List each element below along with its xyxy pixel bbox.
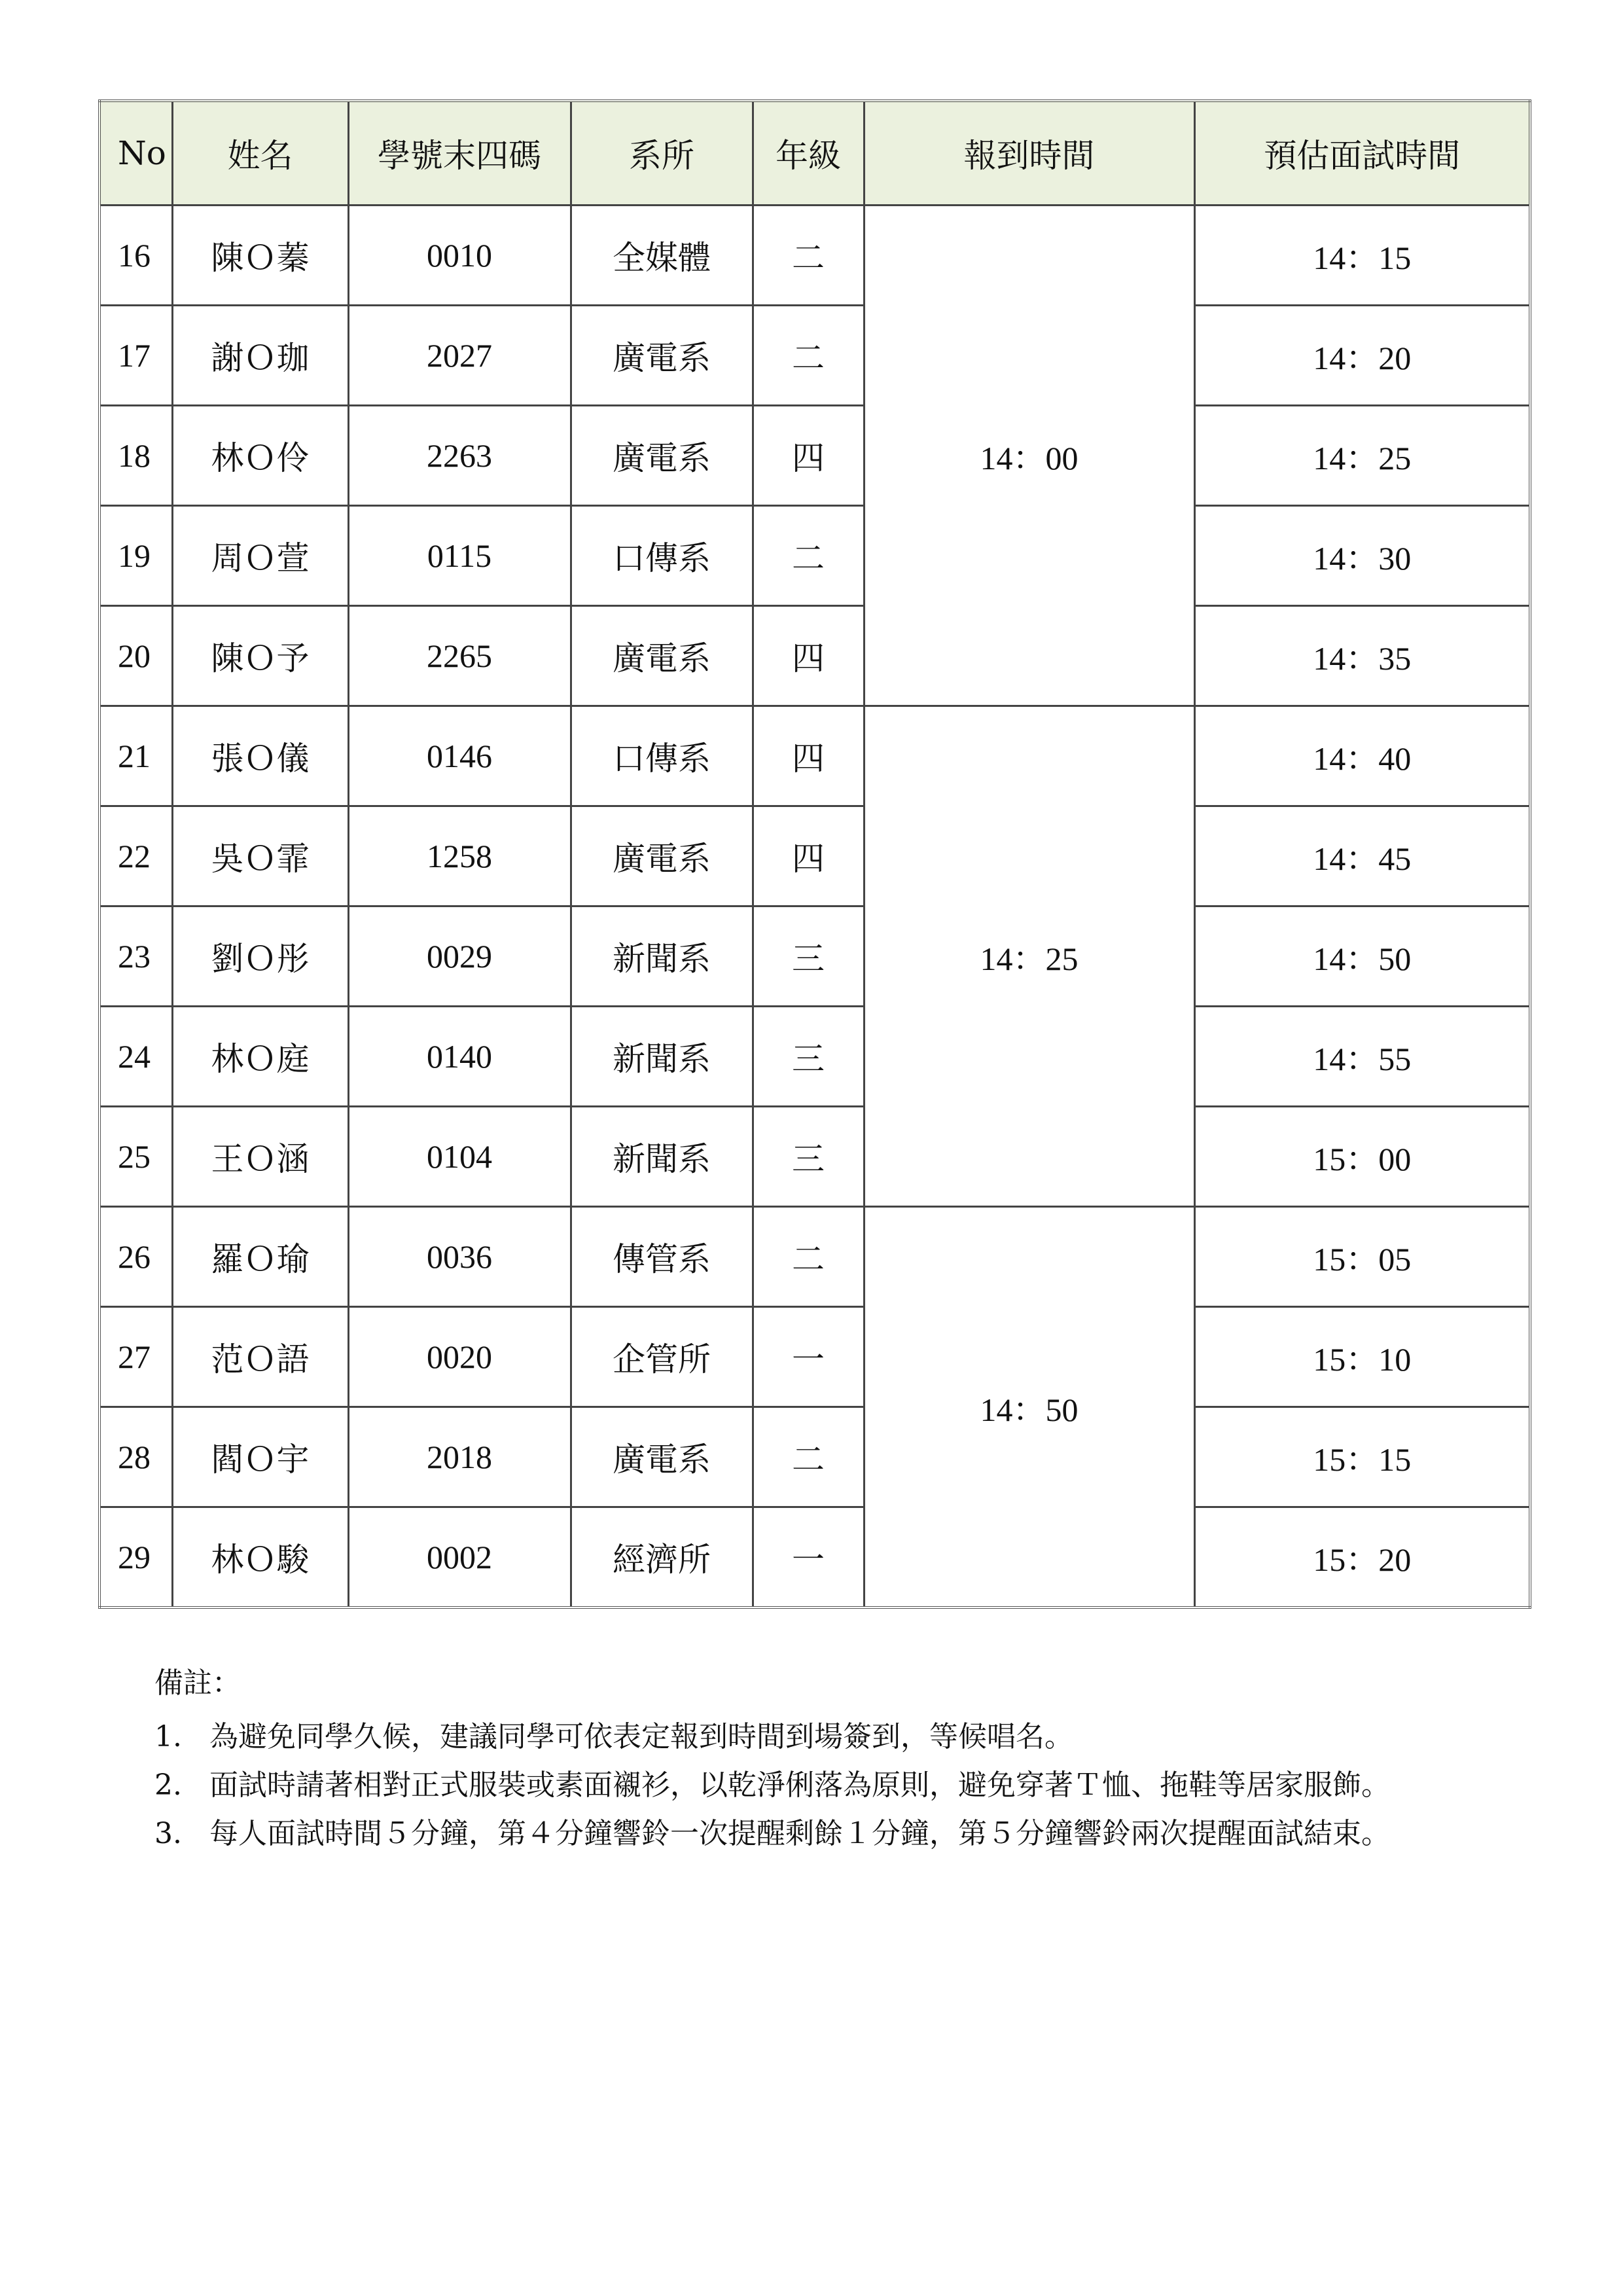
row-grade: 三 xyxy=(753,1007,864,1107)
row-no: 21 xyxy=(99,706,172,806)
row-department: 廣電系 xyxy=(571,806,753,906)
row-name: 周Ｏ萱 xyxy=(172,506,348,606)
table-header-row xyxy=(99,101,1530,206)
row-department: 廣電系 xyxy=(571,406,753,506)
table-row xyxy=(99,906,1530,1007)
header-name: 姓名 xyxy=(172,101,348,206)
note-item xyxy=(154,1761,1516,1810)
row-grade: 四 xyxy=(753,706,864,806)
row-name: 劉Ｏ彤 xyxy=(172,906,348,1007)
row-name: 謝Ｏ珈 xyxy=(172,306,348,406)
row-department: 新聞系 xyxy=(571,1107,753,1207)
header-department: 系所 xyxy=(571,101,753,206)
row-grade: 二 xyxy=(753,206,864,306)
row-no: 18 xyxy=(99,406,172,506)
row-student-id: 0140 xyxy=(348,1007,571,1107)
table-row xyxy=(99,1207,1530,1307)
row-name: 張Ｏ儀 xyxy=(172,706,348,806)
row-name: 林Ｏ庭 xyxy=(172,1007,348,1107)
row-grade: 四 xyxy=(753,806,864,906)
row-grade: 二 xyxy=(753,1207,864,1307)
note-text: 為避免同學久候，建議同學可依表定報到時間到場簽到，等候唱名。 xyxy=(209,1720,1073,1753)
checkin-time-group: 14：50 xyxy=(864,1207,1194,1608)
row-name: 王Ｏ涵 xyxy=(172,1107,348,1207)
row-no: 22 xyxy=(99,806,172,906)
table-row xyxy=(99,1407,1530,1507)
row-no: 19 xyxy=(99,506,172,606)
table-row xyxy=(99,1007,1530,1107)
row-interview-time: 15：15 xyxy=(1194,1407,1530,1507)
row-department: 經濟所 xyxy=(571,1507,753,1608)
row-grade: 四 xyxy=(753,406,864,506)
schedule-table xyxy=(98,99,1531,1609)
row-department: 口傳系 xyxy=(571,506,753,606)
checkin-time-group: 14：25 xyxy=(864,706,1194,1207)
row-interview-time: 15：10 xyxy=(1194,1307,1530,1407)
row-department: 口傳系 xyxy=(571,706,753,806)
row-no: 17 xyxy=(99,306,172,406)
notes-title: 備註： xyxy=(154,1666,241,1700)
row-student-id: 0146 xyxy=(348,706,571,806)
note-text: 面試時請著相對正式服裝或素面襯衫，以乾淨俐落為原則，避免穿著Ｔ恤、拖鞋等居家服飾。 xyxy=(209,1768,1390,1802)
row-grade: 四 xyxy=(753,606,864,706)
row-student-id: 1258 xyxy=(348,806,571,906)
row-interview-time: 14：55 xyxy=(1194,1007,1530,1107)
table-row xyxy=(99,306,1530,406)
row-department: 新聞系 xyxy=(571,1007,753,1107)
row-department: 企管所 xyxy=(571,1307,753,1407)
row-grade: 一 xyxy=(753,1507,864,1608)
row-student-id: 0115 xyxy=(348,506,571,606)
table-row xyxy=(99,206,1530,306)
row-interview-time: 14：20 xyxy=(1194,306,1530,406)
row-student-id: 2263 xyxy=(348,406,571,506)
row-no: 28 xyxy=(99,1407,172,1507)
table-row xyxy=(99,606,1530,706)
row-interview-time: 14：25 xyxy=(1194,406,1530,506)
note-number: 2. xyxy=(154,1768,182,1802)
row-student-id: 2027 xyxy=(348,306,571,406)
table-row xyxy=(99,506,1530,606)
table-row xyxy=(99,1307,1530,1407)
row-name: 陳Ｏ蓁 xyxy=(172,206,348,306)
row-grade: 三 xyxy=(753,906,864,1007)
row-no: 29 xyxy=(99,1507,172,1608)
row-interview-time: 14：40 xyxy=(1194,706,1530,806)
row-grade: 二 xyxy=(753,506,864,606)
row-no: 23 xyxy=(99,906,172,1007)
row-no: 26 xyxy=(99,1207,172,1307)
row-department: 傳管系 xyxy=(571,1207,753,1307)
row-name: 范Ｏ語 xyxy=(172,1307,348,1407)
row-student-id: 0104 xyxy=(348,1107,571,1207)
header-checkin-time: 報到時間 xyxy=(864,101,1194,206)
row-interview-time: 14：50 xyxy=(1194,906,1530,1007)
row-interview-time: 14：30 xyxy=(1194,506,1530,606)
row-student-id: 0002 xyxy=(348,1507,571,1608)
row-name: 林Ｏ駿 xyxy=(172,1507,348,1608)
row-no: 25 xyxy=(99,1107,172,1207)
row-no: 27 xyxy=(99,1307,172,1407)
table-row xyxy=(99,1507,1530,1608)
table-row xyxy=(99,706,1530,806)
row-interview-time: 15：05 xyxy=(1194,1207,1530,1307)
row-department: 新聞系 xyxy=(571,906,753,1007)
row-interview-time: 15：00 xyxy=(1194,1107,1530,1207)
row-department: 全媒體 xyxy=(571,206,753,306)
row-department: 廣電系 xyxy=(571,306,753,406)
note-number: 1. xyxy=(154,1720,182,1753)
header-grade: 年級 xyxy=(753,101,864,206)
header-student-id: 學號末四碼 xyxy=(348,101,571,206)
row-no: 16 xyxy=(99,206,172,306)
row-grade: 二 xyxy=(753,1407,864,1507)
row-student-id: 0020 xyxy=(348,1307,571,1407)
row-name: 閻Ｏ宇 xyxy=(172,1407,348,1507)
table-row xyxy=(99,406,1530,506)
row-no: 20 xyxy=(99,606,172,706)
header-no: No xyxy=(99,101,172,206)
row-name: 羅Ｏ瑜 xyxy=(172,1207,348,1307)
header-interview-time: 預估面試時間 xyxy=(1194,101,1530,206)
row-student-id: 0029 xyxy=(348,906,571,1007)
row-no: 24 xyxy=(99,1007,172,1107)
note-text: 每人面試時間５分鐘，第４分鐘響鈴一次提醒剩餘１分鐘，第５分鐘響鈴兩次提醒面試結束。 xyxy=(209,1817,1390,1850)
row-student-id: 0010 xyxy=(348,206,571,306)
row-name: 陳Ｏ予 xyxy=(172,606,348,706)
note-number: 3. xyxy=(154,1817,182,1850)
row-interview-time: 15：20 xyxy=(1194,1507,1530,1608)
row-department: 廣電系 xyxy=(571,606,753,706)
notes-section xyxy=(154,1659,1516,1858)
row-interview-time: 14：35 xyxy=(1194,606,1530,706)
row-name: 林Ｏ伶 xyxy=(172,406,348,506)
row-grade: 一 xyxy=(753,1307,864,1407)
row-student-id: 0036 xyxy=(348,1207,571,1307)
row-interview-time: 14：15 xyxy=(1194,206,1530,306)
row-student-id: 2265 xyxy=(348,606,571,706)
row-interview-time: 14：45 xyxy=(1194,806,1530,906)
row-grade: 二 xyxy=(753,306,864,406)
table-row xyxy=(99,806,1530,906)
row-department: 廣電系 xyxy=(571,1407,753,1507)
row-grade: 三 xyxy=(753,1107,864,1207)
row-student-id: 2018 xyxy=(348,1407,571,1507)
row-name: 吳Ｏ霏 xyxy=(172,806,348,906)
note-item xyxy=(154,1713,1516,1761)
checkin-time-group: 14：00 xyxy=(864,206,1194,706)
table-row xyxy=(99,1107,1530,1207)
note-item xyxy=(154,1810,1516,1858)
